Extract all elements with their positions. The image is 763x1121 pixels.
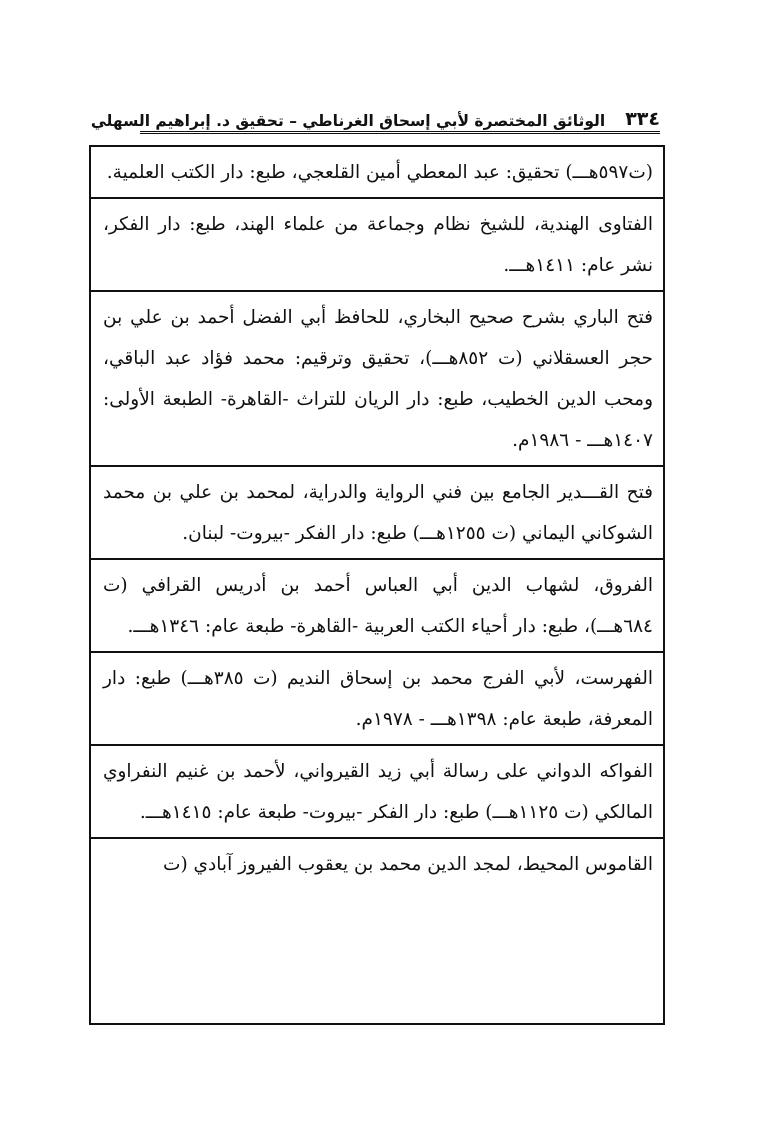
bibliography-entry: الفروق، لشهاب الدين أبي العباس أحمد بن أدريس القرافي (ت ٦٨٤هـــ)، طبع: دار أحياء الكتب العربية -القاهرة- طبعة عام: ١٣٤٦هـــ. bbox=[91, 560, 663, 653]
running-header bbox=[90, 96, 660, 130]
bibliography-entry: فتح الباري بشرح صحيح البخاري، للحافظ أبي الفضل أحمد بن علي بن حجر العسقلاني (ت ٨٥٢هـــ)، تحقيق وترقيم: محمد فؤاد عبد الباقي، ومحب الدين الخطيب، طبع: دار الريان للتراث -القاهرة- الطبعة الأولى: ١٤٠٧هـــ - ١٩٨٦م. bbox=[91, 292, 663, 467]
bibliography-entry: (ت٥٩٧هـــ) تحقيق: عبد المعطي أمين القلعجي، طبع: دار الكتب العلمية. bbox=[91, 147, 663, 199]
page-number: ٣٣٤ bbox=[625, 108, 660, 130]
bibliography-entry: الفتاوى الهندية، للشيخ نظام وجماعة من علماء الهند، طبع: دار الفكر، نشر عام: ١٤١١هـــ. bbox=[91, 199, 663, 292]
header-rule bbox=[140, 131, 660, 134]
bibliography-entry: الفواكه الدواني على رسالة أبي زيد القيرواني، لأحمد بن غنيم النفراوي المالكي (ت ١١٢٥هـــ) طبع: دار الفكر -بيروت- طبعة عام: ١٤١٥هـــ. bbox=[91, 746, 663, 839]
bibliography-entry: الفهرست، لأبي الفرج محمد بن إسحاق النديم (ت ٣٨٥هـــ) طبع: دار المعرفة، طبعة عام: ١٣٩٨هـــ - ١٩٧٨م. bbox=[91, 653, 663, 746]
bibliography-entry: فتح القـــدير الجامع بين فني الرواية والدراية، لمحمد بن علي بن محمد الشوكاني اليماني (ت ١٢٥٥هـــ) طبع: دار الفكر -بيروت- لبنان. bbox=[91, 467, 663, 560]
bibliography-entry: القاموس المحيط، لمجد الدين محمد بن يعقوب الفيروز آبادي (ت bbox=[163, 854, 653, 875]
running-header-title: الوثائق المختصرة لأبي إسحاق الغرناطي – تحقيق د. إبراهيم السهلي bbox=[90, 112, 606, 130]
bibliography-table bbox=[89, 145, 665, 1025]
